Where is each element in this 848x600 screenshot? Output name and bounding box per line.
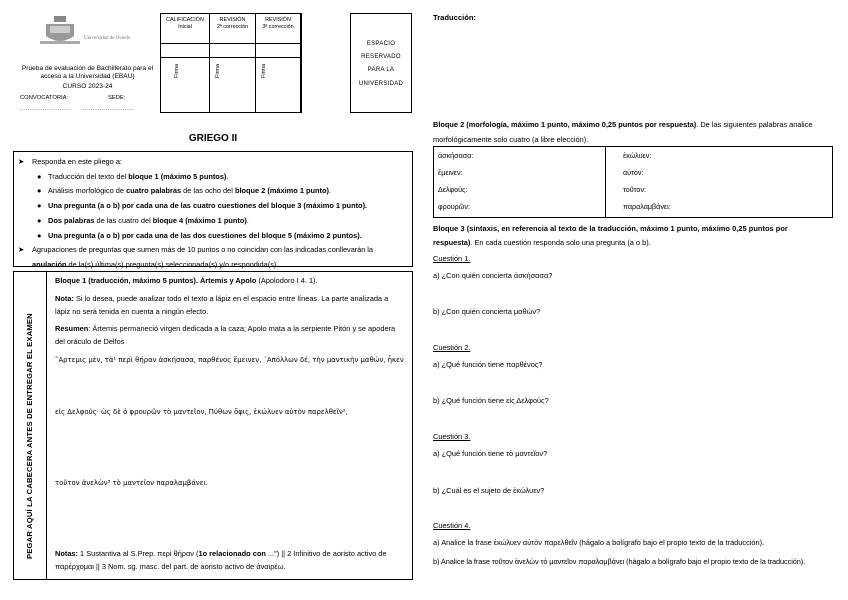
bloque1-heading: Bloque 1 (traducción, máximo 5 puntos). Ártemis y Apolo (Apolodoro I 4. 1).: [55, 276, 318, 285]
word-cell: τοῦτον:: [623, 185, 646, 194]
instructions-box: [13, 151, 413, 267]
sede-label: SEDE:: [108, 95, 126, 101]
instruction-note-cont: anulación de la(s) última(s) pregunta(s) seleccionada(s) y/o respondida(s).: [32, 259, 279, 269]
firma-label: Firma: [215, 63, 221, 78]
firma-label: Firma: [174, 63, 180, 78]
word-cell: αὐτόν:: [623, 168, 644, 177]
cuestion-3-a: a) ¿Qué función tiene τὸ μαντεῖον?: [433, 449, 548, 458]
instruction-item: ● Una pregunta (a o b) por cada una de las dos cuestiones del bloque 5 (máximo 2 puntos).: [18, 229, 408, 244]
exam-box: [13, 271, 413, 580]
bloque-2: Bloque 2 (morfología, máximo 1 punto, máximo 0,25 puntos por respuesta). De las siguientes palabras analice morfológicamente solo cuatro (a libre elección).: [433, 120, 813, 144]
instruction-intro: ➤ Responda en este pliego a:: [18, 155, 408, 170]
cuestion-1-a: a) ¿Con quién concierta ἀσκήσασα?: [433, 271, 553, 280]
curso-label: CURSO 2023-24: [62, 83, 113, 91]
espacio-reservado: ESPACIO RESERVADO PARA LA UNIVERSIDAD: [350, 13, 412, 113]
cuestion-2-b: b) ¿Qué función tiene εἰς Δελφούς?: [433, 396, 549, 405]
cuestion-3-b: b) ¿Cuál es el sujeto de ἐκώλυεν?: [433, 486, 545, 495]
cuestion-2-a: a) ¿Qué función tiene παρθένος?: [433, 360, 543, 369]
bullet-icon: ●: [37, 230, 42, 240]
convocatoria-field[interactable]: ...........................: [20, 106, 72, 112]
university-logo: [40, 14, 160, 48]
word-cell: φρουρῶν:: [438, 202, 470, 211]
bullet-icon: ●: [37, 201, 42, 211]
firma-label: Firma: [261, 63, 267, 78]
convocatoria-label: CONVOCATORIA:: [20, 95, 69, 101]
bullet-icon: ●: [37, 215, 42, 225]
cuestion-2-label: Cuestión 2.: [433, 343, 471, 352]
grade-col-revision-2: REVISIÓN 2ª corrección Firma: [210, 14, 256, 112]
instruction-note: ➤ Agrupaciones de preguntas que sumen más de 10 puntos o no coincidan con las indicadas conllevarán la: [18, 243, 408, 258]
traduccion-area[interactable]: [433, 30, 837, 110]
bloque-3: Bloque 3 (sintaxis, en referencia al texto de la traducción, máximo 1 punto, máximo 0,25 puntos por respuesta). En cada cuestión responda solo una pregunta (a o b).: [433, 224, 788, 247]
cuestion-1-label: Cuestión 1.: [433, 254, 471, 263]
bloque1-resumen: Resumen: Ártemis permaneció virgen dedicada a la caza; Apolo mata a la serpiente Pitón y se apodera del oráculo de Delfos: [55, 324, 396, 346]
word-cell: ἔμεινεν:: [438, 168, 463, 177]
university-name: Universidad de Oviedo: [84, 36, 131, 41]
cuestion-4-label: Cuestión 4.: [433, 521, 471, 530]
cuestion-4-b: b) Analice la frase τοῦτον ἀνελὼν τὸ μαντεῖον παραλαμβάνει (hágalo a bolígrafo bajo el propio texto de la traducción).: [433, 557, 806, 566]
morfologia-table: [433, 146, 833, 218]
sede-field[interactable]: ...........................: [83, 106, 135, 112]
instruction-item: ● Análisis morfológico de cuatro palabras de las ocho del bloque 2 (máximo 1 punto).: [18, 184, 408, 199]
bloque1-nota: Nota: Si lo desea, puede analizar todo el texto a lápiz en el espacio entre líneas. La parte analizada a lápiz no será tenida en cuenta a ningún efecto.: [55, 294, 389, 316]
greek-line-3: τοῦτον ἀνελὼν³ τὸ μαντεῖον παραλαμβάνει.: [55, 479, 208, 487]
traduccion-label: Traducción:: [433, 13, 477, 22]
arrow-bullet-icon: ➤: [18, 157, 25, 166]
instruction-item: ● Dos palabras de las cuatro del bloque 4 (máximo 1 punto).: [18, 214, 408, 229]
bullet-icon: ●: [37, 186, 42, 196]
word-cell: ἐκώλυεν:: [623, 151, 652, 160]
cuestion-4-a: a) Analice la frase ἐκώλυεν αὐτὸν παρελθεῖν (hágalo a bolígrafo bajo el propio texto de la traducción).: [433, 538, 765, 547]
grade-col-revision-3: REVISIÓN 3ª corrección Firma: [256, 14, 301, 112]
cuestion-1-b: b) ¿Con quién concierta μαθών?: [433, 307, 541, 316]
bloque1-notas: Notas: 1 Sustantiva al S.Prep. περὶ θήραν (1o relacionado con ...") || 2 Infinitivo de aoristo activo de παρέρχομαι || 3 Nom. sg. masc. del part. de aoristo activo de ἀναιρέω.: [55, 549, 387, 571]
word-cell: Δελφούς:: [438, 185, 468, 194]
word-cell: παραλαμβάνει:: [623, 202, 671, 211]
grade-col-inicial: CALIFICACIÓN Inicial Firma: [161, 14, 210, 112]
page-title: GRIEGO II: [188, 133, 238, 144]
word-cell: ἀσκήσασα:: [438, 151, 474, 160]
greek-line-2: εἰς Δελφούς· ὡς δὲ ὁ φρουρῶν τὸ μαντεῖον, Πύθων ὄφις, ἐκώλυεν αὐτὸν παρελθεῖν²,: [55, 408, 348, 416]
sidebar-paste-header: PEGAR AQUÍ LA CABECERA ANTES DE ENTREGAR EL EXAMEN: [14, 272, 47, 579]
university-crest-icon: [40, 14, 80, 46]
arrow-bullet-icon: ➤: [18, 245, 25, 255]
prueba-title: Prueba de evaluación de Bachillerato para el acceso a la Universidad (EBAU) CURSO 2023-24: [21, 65, 154, 91]
greek-line-1: ῎Αρτεμις μὲν, τὰ¹ περὶ θήραν ἀσκήσασα, παρθένος ἔμεινεν, ᾿Απόλλων δέ, τὴν μαντικὴν μαθών, ἧκεν: [55, 356, 404, 364]
bullet-icon: ●: [37, 171, 42, 181]
instruction-item: ● Una pregunta (a o b) por cada una de las cuatro cuestiones del bloque 3 (máximo 1 punto).: [18, 199, 408, 214]
instruction-item: ● Traducción del texto del bloque 1 (máximo 5 puntos).: [18, 170, 408, 185]
grade-table: [160, 13, 302, 113]
cuestion-3-label: Cuestión 3.: [433, 432, 471, 441]
